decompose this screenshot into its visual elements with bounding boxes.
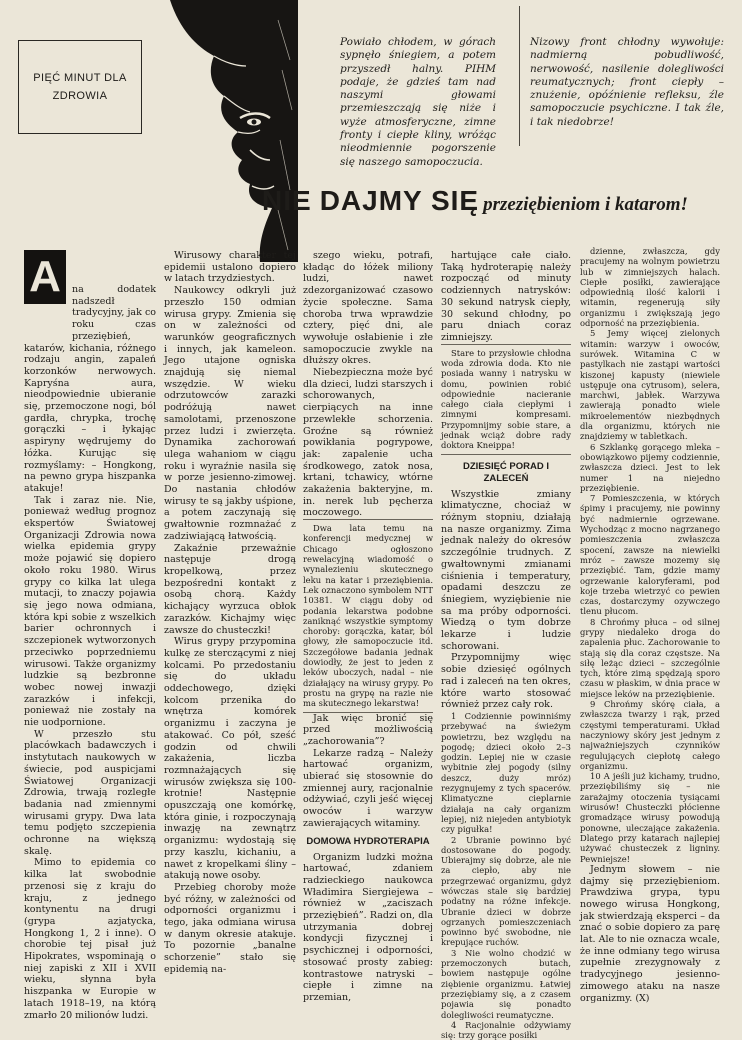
paragraph: na dodatek nadszedł tradycyjny, jak co roku czas przeziębień, katarów, kichania, różnego rodzaju angin, zapaleń korzonków nerwowych. Kapryśna aura, nieodpowiednie ubieranie się, przemoczone nogi, ból gardła, chrypka, trochę gorączki – i łykając aspiryny wędrujemy do łóżka. Kurując się rozmyślamy: – Hongkong, na pewno grypa hiszpanka atakuje!	[24, 284, 156, 494]
tip-item: 7 Pomieszczenia, w których śpimy i pracujemy, nie powinny być nadmiernie ogrzewane. Wychodząc z mocno nagrzanego pomieszczenia zwłaszcza spocení, zawsze na niewielki mróz – zawsze mozemy się przeziębić. Tam, gdzie mamy ogrzewanie kaloryferami, pod koje trzeba wietrzyć co pewien czas, dostarczymy ozywczego tlenu płucom.	[580, 493, 720, 617]
paragraph: Zakaźnie przeważnie następuje drogą kropelkową, przez bezpośredni kontakt z osobą chorą. Każdy kichający wyrzuca obłok zarazków. Kichajmy więc zawsze do chusteczki!	[164, 542, 296, 636]
headline-part1: NIE	[262, 185, 312, 216]
paragraph: szego wieku, potrafi, kładąc do łóżek miliony ludzi, nawet zdezorganizować czasowo życie społeczne. Sama choroba trwa wprawdzie cztery, pięć dni, ale wywołuje osłabienie i złe samopoczucie zwykle na dłuższy okres.	[303, 250, 433, 367]
closing-paragraph: Jednym słowem – nie dajmy się przeziębieniom. Prawdziwa grypa, typu nowego wirusa Hongkong, jak stwierdzają eksperci – da znać o sobie dopiero za parę lat. Ale to nie oznacza wcale, że inne odmiany tego wirusa zupełnie zrezygnowały z tradycyjnego jesienno-zimowego ataku na nasze organizmy. (X)	[580, 863, 720, 1004]
boxed-note: Stare to przysłowie chłodna woda zdrowia doda. Kto nie posiada wanny i natrysku w domu, powinien robić odpowiednie nacieranie całego ciała ciepłymi i zimnymi kompresami. Przypomnijmy sobie stare, a jednak wciąż dobre rady doktora Kneippa!	[441, 344, 571, 455]
tip-item: dzienne, zwłaszcza, gdy pracujemy na wolnym powietrzu lub w zimniejszych halach. Ciepłe posiłki, zawierające odpowiednią ilość kalorii i witamin, regenerują siły organizmu i zwiększają jego odporność na przeziębienia.	[580, 246, 720, 329]
boxed-note: Dwa lata temu na konferencji medycznej w Chicago ogłoszono rewelacyjną wiadomość o wynalezieniu skutecznego leku na katar i przeziębienia. Lek oznaczono symbolem NTT 10381. W ciągu doby od podania lekarstwa podobne zaniknąć wszystkie symptomy choroby: gorączka, katar, ból głowy, złe samopoczucie itd. Szczegółowe badania jednak dowiodły, że jest to jeden z leków uboczych, nadal – nie działający na wirusy grypy. Po prostu na grypę na razie nie ma skutecznego lekarstwa!	[303, 519, 433, 712]
paragraph: Przypomnijmy więc sobie dziesięć ogólnych rad i zaleceń na ten okres, które warto stosować również przez cały rok.	[441, 652, 571, 711]
subheading-ten-tips: DZIESIĘĆ PORAD I ZALECEŃ	[462, 460, 550, 484]
paragraph: Tak i zaraz nie. Nie, ponieważ według prognoz ekspertów Światowej Organizacji Zdrowia nowa wielka epidemia grypy może pojawić się dopiero około roku 1980. Wirus grypy co kilka lat ulega mutacji, to znaczy pojawia się jego nowa odmiana, która kpi sobie z wszelkich barier ochronnych i szczepionek wytworzonych przeciwko poprzedniemu wirusowi. Także organizmy ludzkie są bezbronne wobec nowej inwazji zarazków i infekcji, ponieważ nie zostały na nie uodpornione.	[24, 494, 156, 729]
headline-part3: przeziębieniom i katarom!	[483, 194, 688, 215]
paragraph: Wszystkie zmiany klimatyczne, chociaż w różnym stopniu, działają na nasze organizmy. Zima jednak należy do okresów szczególnie trudnych. Z gwałtownymi zmianami ciśnienia i temperatury, opadami deszczu ze śniegiem, wyziębienie nie sa ma próby odporności. Wiedzą o tym dobrze lekarze i ludzie schorowani.	[441, 488, 571, 652]
tip-item: 10 A jeśli już kichamy, trudno, przeziębiliśmy się – nie zarażajmy otoczenia tysiącami wirusów! Chusteczki płócienne gromadzące wirusy powodują ponowne, uleczające zakażenia. Dlatego przy katarach najlepiej używać chusteczek z ligniny. Pewniejsze!	[580, 771, 720, 864]
intro-note-left: Powiało chłodem, w górach sypnęło śniegiem, a potem przyszedł halny. PIHM podaje, że gdzieś tam nad naszymi głowami przemieszczają się niże i wyże atmosferyczne, zimne fronty i ciepłe kliny, wróżąc nieodmiennie pogorszenie się naszego samopoczucia.	[340, 36, 496, 168]
tip-item: 8 Chrońmy płuca – od silnej grypy niedaleko droga do zapalenia płuc. Zachorowanie to stają się dla coraz częstsze. Na siłę leżąc dzieci – szczególnie tych, które zimą spędzają sporo czasu w płaskim, w dnia prace w miejsce leków na przeziębienie.	[580, 616, 720, 699]
tip-item: 5 Jemy więcej zielonych witamin: warzyw i owoców, surówek. Witamina C w pastylkach nie zastąpi wartości kiszonej kapusty (niewiele ustępuje ona cytrusom), selera, marchwi, jabłek. Warzywa zawierają ponadto wiele mikroelementów niezbędnych dla organizmu, których nie znajdziemy w tabletkach.	[580, 328, 720, 442]
article-column-4	[441, 250, 571, 1040]
tip-item: 3 Nie wolno chodzić w przemoczonych butach, bowiem następuje ogólne ziębienie organizmu. Łatwiej przeziębiamy się, a z czasem pojawia się ponadto dolegliwości reumatyczne.	[441, 947, 571, 1020]
tip-item: 1 Codziennie powinniśmy przebywać na świeżym powietrzu, bez względu na pogodę; dzieci około 2–3 godzin. Lepiej nie w czasie wybitnie złej pogody (silny deszcz, duży mróz) rezygnujemy z tych spacerów. Klimatyczne cieplarnie działaja na cały organizm lepiej, niż niejeden antybiotyk czy pigułka!	[441, 710, 571, 835]
series-box	[18, 40, 142, 134]
article-column-5	[580, 246, 720, 1004]
paragraph: Wirus grypy przypomina kulkę ze sterczącymi z niej kolcami. Po przedostaniu się do układu oddechowego, dzięki kolcom przenika do wnętrza komórek organizmu i zaczyna je atakować. Co pół, sześć godzin od chwili zakażenia, liczba rozmnażających się wirusów zwiększa się 100-krotnie! Następnie opuszczają one komórkę, która ginie, i rozpoczynają inwazję na zewnątrz organizmu: wydostają się przy kaszlu, kichaniu, a nawet z kropelkami śliny – atakują nowe osoby.	[164, 636, 296, 882]
headline-part2: DAJMY SIĘ	[319, 185, 480, 216]
paragraph: Naukowcy odkryli już przeszło 150 odmian wirusa grypy. Zmienia się on w zależności od warunków geograficznych i innych, jak kameleon. Jego utajone ogniska znajdują się niemal wszędzie. W wieku odrzutowców zarazki podróżują nawet samolotami, przenoszone przez ludzi i zwierzęta. Dynamika zachorowań ulega wahaniom w ciągu roku i wyraźnie nasila się w porze jesienno-zimowej. Do nastania chłodów wirusy te są jakby uśpione, a potem zaczynają się gwałtownie rozmnażać z zadziwiającą łatwością.	[164, 285, 296, 542]
paragraph: Jak więc bronić się przed możliwością „zachorowania”?	[303, 712, 433, 747]
paragraph: Przebieg choroby może być różny, w zależności od odporności organizmu i tego, jaka odmiana wirusa w danym okresie atakuje. To pozornie „banalne schorzenie” stało się epidemią na-	[164, 881, 296, 975]
paragraph: Organizm ludzki można hartować, zdaniem radzieckiego naukowca Władimira Siergiejewa – również w „zaciszach przeziębień”. Radzi on, dla utrzymania dobrej kondycji fizycznej i psychicznej i odporności, stosować prosty zabieg: kontrastowe natryski – ciepłe i zimne na przemian,	[303, 851, 433, 1003]
article-column-2	[164, 250, 296, 975]
paragraph: hartujące całe ciało. Taką hydroterapię należy rozpocząć od minuty codziennych natrysków: 30 sekund natrysk ciepły, 30 sekund chłodny, po paru dniach coraz zimniejszy.	[441, 250, 571, 343]
tip-item: 6 Szklankę gorącego mleka – obowiązkowo pijemy codziennie, zwłaszcza dzieci. Jest to lek numer 1 na niejedno przeziębienie.	[580, 441, 720, 493]
intro-note-right: Nizowy front chłodny wywołuje: nadmierną pobudliwość, nerwowość, nasilenie dolegliwości reumatycznych; front ciepły – znużenie, opóźnienie refleksu, źle samopoczucie psychiczne. I tak źle, i tak niedobrze!	[530, 36, 724, 128]
subheading-hydrotherapy: DOMOWA HYDROTERAPIA	[306, 835, 430, 847]
portrait-illustration	[150, 0, 298, 262]
paragraph: W przeszło stu placówkach badawczych i instytutach naukowych w świecie, pod auspicjami Światowej Organizacji Zdrowia, trwają rozległe badania nad zmiennymi wirusami grypy. Dwa lata temu podjęto szczepienia ochronne na większą skalę.	[24, 728, 156, 857]
series-title: PIĘĆ MINUT DLA ZDROWIA	[33, 72, 127, 102]
column-divider	[519, 6, 520, 146]
paragraph: Lekarze radzą – Należy hartować organizm, ubierać się stosownie do zmiennej aury, racjonalnie odżywiać, czyli jeść więcej owoców i warzyw zawierających witaminy.	[303, 747, 433, 829]
dropcap: A	[24, 250, 66, 304]
article-column-1	[24, 252, 156, 1021]
paragraph: Mimo to epidemia co kilka lat swobodnie przenosi się z kraju do kraju, z jednego kontynentu na drugi (grypa azjatycka, Hongkong 1, 2 i inne). O chorobie tej pisał już Hipokrates, wspominają o niej zapiski z XII i XVII wieku, słynna była hiszpanka w Europie w latach 1918–19, na którą zmarło 20 milionów ludzi.	[24, 857, 156, 1021]
tip-item: 9 Chrońmy skórę ciała, a zwłaszcza twarzy i rąk, przed częstymi temperaturami. Układ naczyniowy skóry jest jednym z najważniejszych czynników regulujących ciepłotę całego organizmu.	[580, 699, 720, 771]
paragraph: Niebezpieczna może być dla dzieci, ludzi starszych i schorowanych, cierpiących na inne przewlekłe schorzenia. Groźne są również powikłania pogrypowe, jak: zapalenie ucha środkowego, zatok nosa, krtani, tchawicy, wtórne zakażenia bakteryjne, m. in. nerek lub pęcherza moczowego.	[303, 367, 433, 519]
article-column-3	[303, 250, 433, 1003]
headline	[262, 181, 722, 221]
tip-item: 2 Ubranie powinno być dostosowane do pogody. Ubierajmy się dobrze, ale nie za ciepło, aby nie przegrzewać organizmu, gdyż wówczas stale się bardziej podatny na różne infekcje. Ubranie dzieci w dobrze ogrzanych pomieszczeniach powinno być swobodne, nie krepujące ruchów.	[441, 834, 571, 948]
paragraph: Wirusowy charakter tej epidemii ustalono dopiero w latach trzydziestych.	[164, 250, 296, 285]
tip-item: 4 Racjonalnie odżywiamy się: trzy gorące posiłki	[441, 1019, 571, 1040]
